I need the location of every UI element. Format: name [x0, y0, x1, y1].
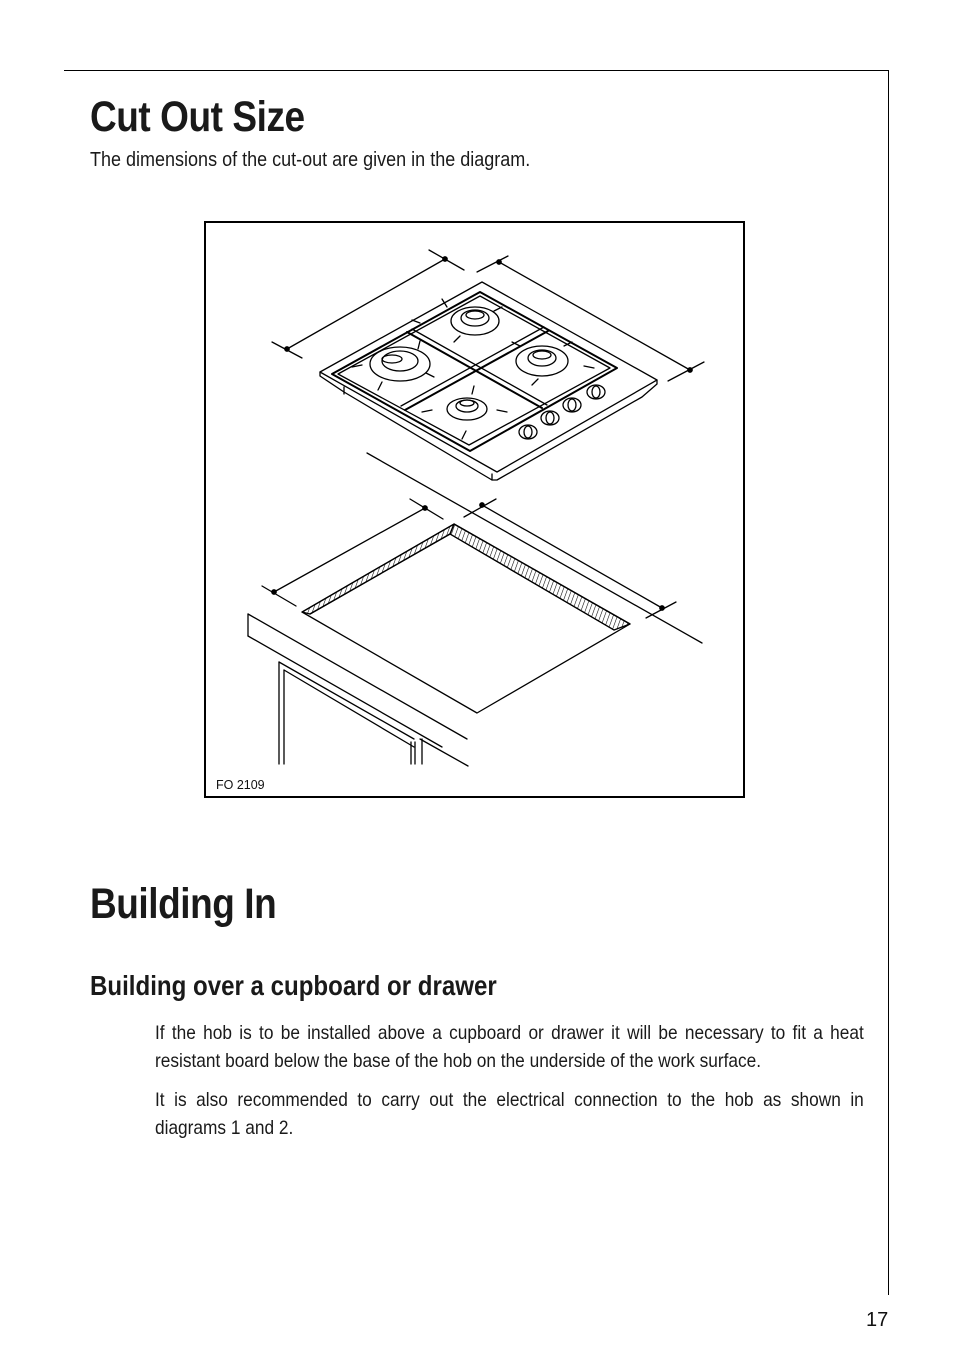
section-title-building-in: Building In	[90, 880, 277, 928]
subsection-title-cupboard-drawer: Building over a cupboard or drawer	[90, 970, 497, 1001]
hob-cutout-illustration	[206, 223, 743, 796]
top-rule	[64, 70, 889, 71]
page-number: 17	[866, 1309, 889, 1331]
section-title-cut-out-size: Cut Out Size	[90, 93, 305, 141]
cabinet-front	[248, 614, 468, 766]
paragraph-electrical-connection: It is also recommended to carry out the electrical connection to the hob as shown in diagrams 1 and 2.	[155, 1089, 864, 1139]
worktop-cutout	[302, 524, 630, 713]
cut-out-diagram	[204, 221, 745, 798]
paragraph-heat-resistant-board: If the hob is to be installed above a cupboard or drawer it will be necessary to fit a heat resistant board below the base of the hob on the underside of the work surface.	[155, 1022, 864, 1072]
figure-code: FO 2109	[216, 778, 265, 792]
cut-out-lead-text: The dimensions of the cut-out are given in the diagram.	[90, 149, 531, 171]
right-rule	[888, 70, 889, 1295]
hob-body	[320, 282, 657, 480]
